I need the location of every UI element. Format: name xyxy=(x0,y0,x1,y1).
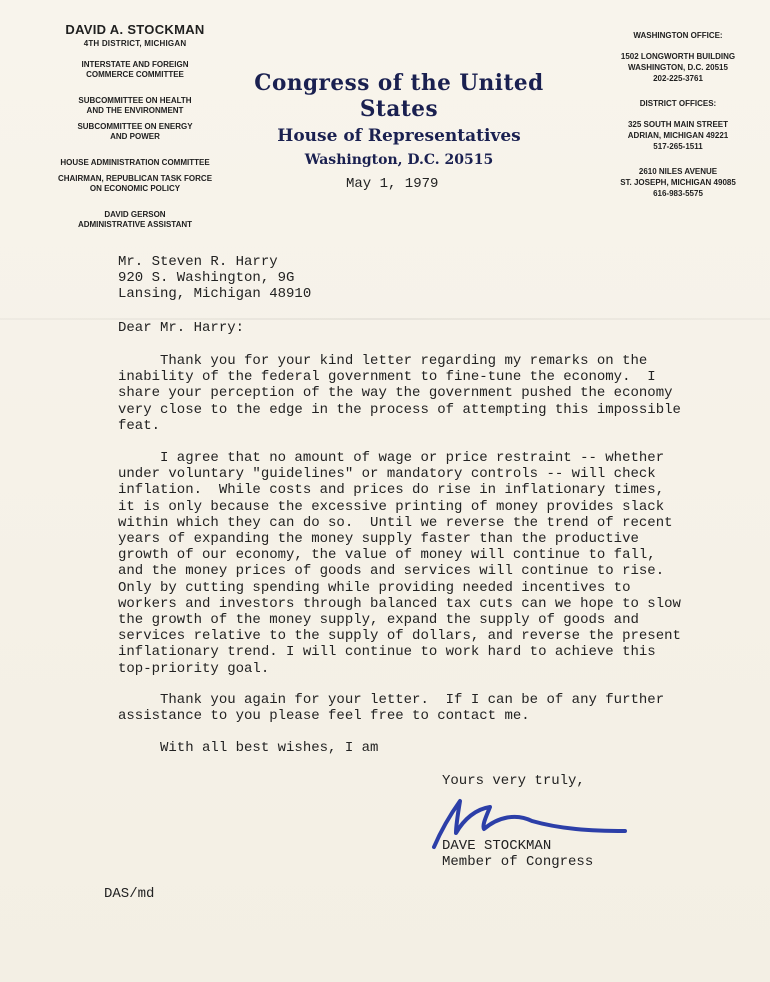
office-address-line: 2610 NILES AVENUE xyxy=(638,167,718,176)
spacer xyxy=(598,41,758,51)
committee-line: AND THE ENVIRONMENT xyxy=(86,106,184,115)
office-address-line: WASHINGTON, D.C. 20515 xyxy=(628,63,728,72)
signer-name: DAVE STOCKMAN xyxy=(442,838,552,854)
body-line: feat. xyxy=(118,417,161,434)
office-address-line: ST. JOSEPH, MICHIGAN 49085 xyxy=(620,178,736,187)
body-line: Thank you for your kind letter regarding my remarks on the xyxy=(118,353,648,369)
committee-line: SUBCOMMITTEE ON HEALTH xyxy=(78,96,192,105)
committee-line: SUBCOMMITTEE ON ENERGY xyxy=(77,122,193,131)
body-line: top-priority goal. xyxy=(118,660,270,677)
typist-initials: DAS/md xyxy=(104,886,155,902)
letterhead-right xyxy=(598,30,758,199)
body-line: With all best wishes, I am xyxy=(118,740,379,756)
paragraph-3 xyxy=(118,692,678,724)
committee-line: AND POWER xyxy=(110,132,160,141)
office-address-line: 325 SOUTH MAIN STREET xyxy=(627,120,728,129)
district-offices-label: DISTRICT OFFICES: xyxy=(639,99,717,108)
task-force-chair xyxy=(30,174,240,194)
body-line: services relative to the supply of dollars, and reverse the present xyxy=(118,628,681,645)
body-line: share your perception of the way the government pushed the economy xyxy=(118,385,673,402)
subcommittee-energy xyxy=(30,122,240,142)
letterhead-left xyxy=(30,22,240,230)
recipient-street: 920 S. Washington, 9G xyxy=(118,270,295,286)
body-line: very close to the edge in the process of attempting this impossible xyxy=(118,401,681,418)
letter-date: May 1, 1979 xyxy=(346,176,439,192)
body-line: within which they can do so. Until we reverse the trend of recent xyxy=(118,514,673,531)
recipient-address xyxy=(118,254,311,302)
office-phone: 616-983-5575 xyxy=(653,189,703,198)
district-label: 4TH DISTRICT, MICHIGAN xyxy=(83,39,187,48)
body-line: inability of the federal government to fine-tune the economy. I xyxy=(118,369,656,386)
body-line: years of expanding the money supply faster than the productive xyxy=(118,531,639,548)
body-line: inflation. While costs and prices do rise in inflationary times, xyxy=(118,482,665,499)
aide xyxy=(30,210,240,230)
body-line: assistance to you please feel free to contact me. xyxy=(118,708,530,725)
office-address-line: 1502 LONGWORTH BUILDING xyxy=(620,52,736,61)
closing: Yours very truly, xyxy=(442,773,585,789)
office-address-line: ADRIAN, MICHIGAN 49221 xyxy=(627,131,729,140)
committee-line: ON ECONOMIC POLICY xyxy=(89,184,181,193)
body-line: inflationary trend. I will continue to work hard to achieve this xyxy=(118,644,656,661)
body-line: under voluntary "guidelines" or mandatory controls -- will check xyxy=(118,466,656,483)
aide-name: DAVID GERSON xyxy=(104,210,166,219)
committee-commerce xyxy=(30,60,240,80)
body-line: the growth of the money supply, expand the supply of goods and xyxy=(118,612,639,629)
house-admin-committee: HOUSE ADMINISTRATION COMMITTEE xyxy=(60,158,210,167)
spacer xyxy=(598,109,758,119)
committee-line: CHAIRMAN, REPUBLICAN TASK FORCE xyxy=(57,174,213,183)
body-line: Only by cutting spending while providing needed incentives to xyxy=(118,579,631,596)
salutation: Dear Mr. Harry: xyxy=(118,320,245,336)
congress-title: Congress of the United States xyxy=(254,70,544,122)
signer-title: Member of Congress xyxy=(442,854,594,870)
city-zip: Washington, D.C. 20515 xyxy=(304,152,494,168)
committee-line: COMMERCE COMMITTEE xyxy=(86,70,184,79)
office-phone: 517-265-1511 xyxy=(653,142,703,151)
signature-block xyxy=(442,838,593,870)
recipient-name: Mr. Steven R. Harry xyxy=(118,254,278,270)
body-line: workers and investors through balanced tax cuts can we hope to slow xyxy=(118,595,681,612)
spacer xyxy=(598,84,758,98)
washington-office-label: WASHINGTON OFFICE: xyxy=(633,31,723,40)
house-title: House of Representatives xyxy=(277,126,521,146)
body-line: Thank you again for your letter. If I can be of any further xyxy=(118,692,665,708)
letterhead-center xyxy=(238,70,560,168)
paragraph-1 xyxy=(118,353,681,434)
aide-title: ADMINISTRATIVE ASSISTANT xyxy=(77,220,193,229)
recipient-city: Lansing, Michigan 48910 xyxy=(118,286,312,302)
committee-line: INTERSTATE AND FOREIGN xyxy=(81,60,189,69)
body-line: growth of our economy, the value of money will continue to fall, xyxy=(118,547,656,564)
body-line: I agree that no amount of wage or price restraint -- whether xyxy=(118,450,665,466)
paragraph-4 xyxy=(118,740,678,756)
body-line: and the money prices of goods and services will continue to rise. xyxy=(118,563,665,580)
paper-fold xyxy=(0,318,770,320)
subcommittee-health xyxy=(30,96,240,116)
congressman-name: DAVID A. STOCKMAN xyxy=(65,22,205,37)
paragraph-2 xyxy=(118,450,681,677)
body-line: it is only because the excessive printing of money provides slack xyxy=(118,498,665,515)
office-phone: 202-225-3761 xyxy=(653,74,703,83)
spacer xyxy=(598,152,758,166)
